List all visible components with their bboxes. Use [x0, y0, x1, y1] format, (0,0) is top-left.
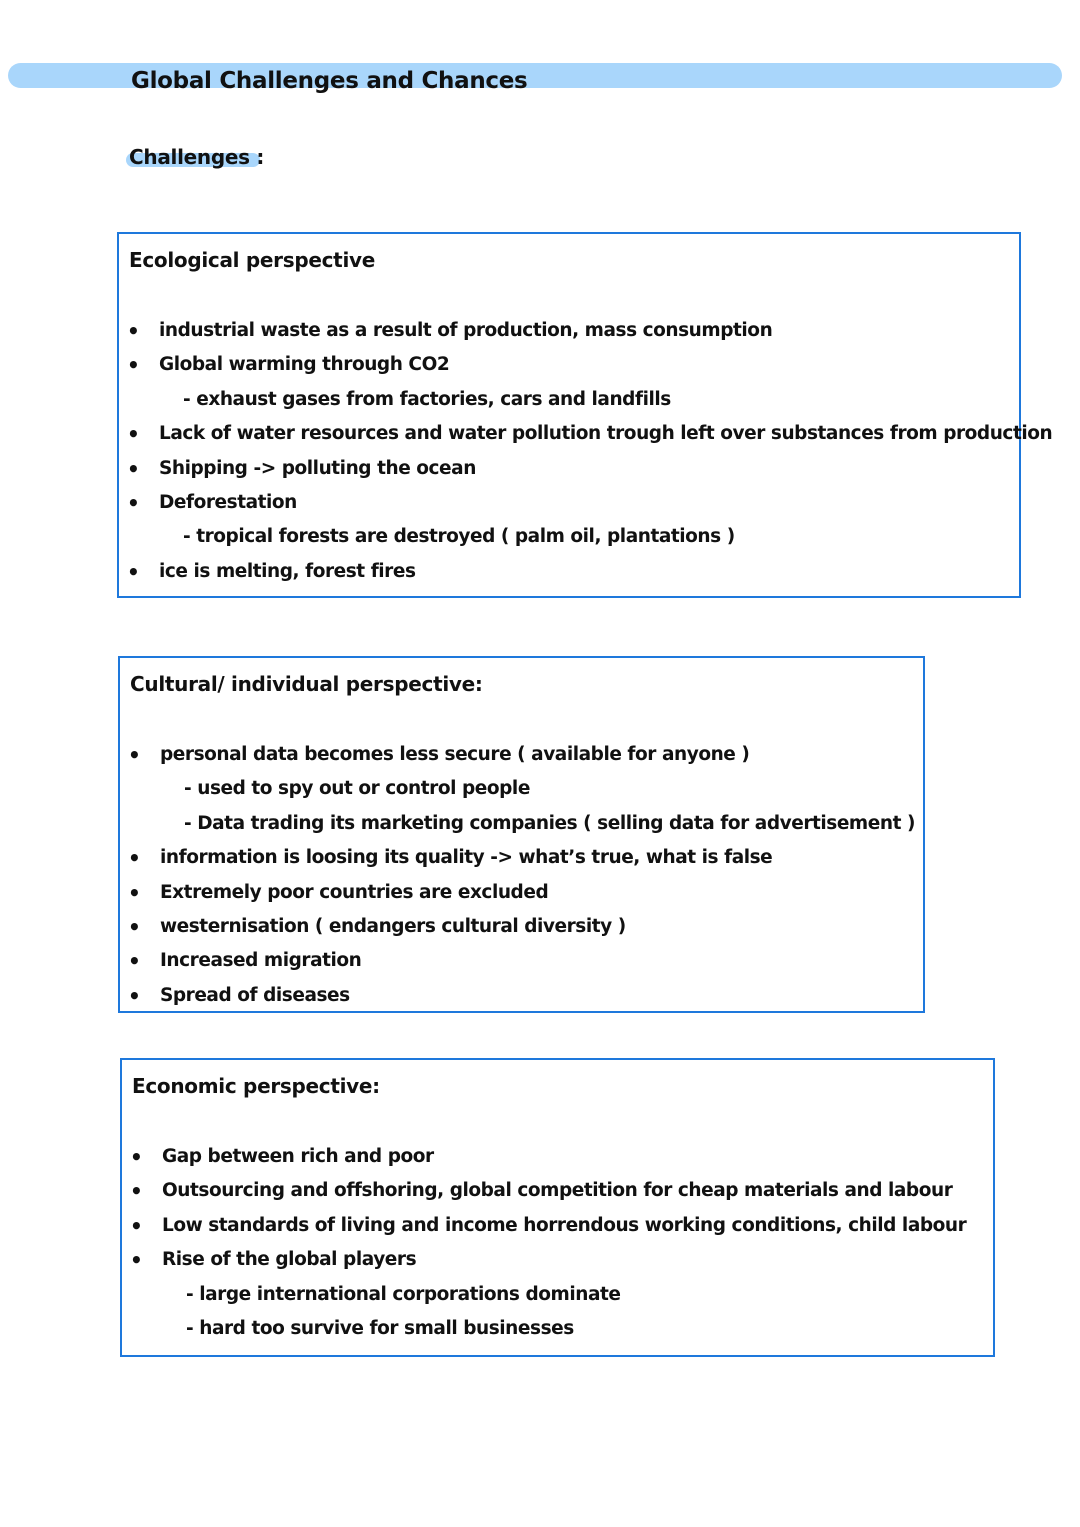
bullet-dot-icon: •: [128, 743, 141, 767]
list-item-text: industrial waste as a result of production, mass consumption: [159, 320, 773, 341]
list-item: [119, 555, 1019, 589]
sub-item-body: hard too survive for small businesses: [199, 1317, 574, 1339]
sub-item-body: tropical forests are destroyed ( palm oil, plantations ): [196, 526, 735, 548]
cultural-individual-perspective-box: [118, 656, 925, 1013]
panel-heading: Economic perspective:: [132, 1074, 380, 1098]
list-item-text: information is loosing its quality -> what’s true, what is false: [160, 847, 773, 869]
bullet-dot-icon: •: [127, 490, 140, 515]
bullet-dot-icon: •: [130, 1248, 143, 1273]
sub-item-body: large international corporations dominate: [199, 1283, 621, 1305]
bullet-dot-icon: •: [127, 559, 140, 584]
list-item: [122, 1209, 993, 1243]
list-item-text: Spread of diseases: [160, 984, 350, 1006]
list-item-text: Global warming through CO2: [159, 354, 450, 376]
list-item: [122, 1243, 993, 1277]
page-title: Global Challenges and Chances: [131, 68, 528, 94]
bullet-dot-icon: •: [127, 319, 140, 343]
sub-item: [120, 807, 923, 841]
list-item: [120, 910, 923, 944]
dash-marker: -: [186, 1283, 194, 1305]
sub-item-text: [186, 1278, 620, 1312]
dash-marker: -: [184, 778, 192, 800]
sub-item-text: [183, 383, 671, 417]
list-item: [119, 417, 1053, 451]
bullet-dot-icon: •: [130, 1213, 143, 1238]
bullet-dot-icon: •: [127, 422, 140, 447]
bullet-dot-icon: •: [128, 914, 141, 939]
section-heading-challenges: Challenges :: [129, 145, 265, 169]
bullet-dot-icon: •: [130, 1179, 143, 1204]
list-item-text: Increased migration: [160, 950, 362, 972]
sub-item-text: [184, 807, 915, 841]
dash-marker: -: [183, 526, 191, 548]
list-item-text: personal data becomes less secure ( available for anyone ): [160, 744, 750, 765]
sub-item-body: exhaust gases from factories, cars and landfills: [196, 388, 671, 410]
sub-item-text: [184, 772, 530, 806]
dash-marker: -: [184, 812, 192, 834]
sub-item: [119, 520, 1019, 554]
bullet-dot-icon: •: [128, 880, 141, 905]
panel-heading: Cultural/ individual perspective:: [130, 672, 483, 696]
list-item: [122, 1174, 993, 1208]
economic-perspective-box: [120, 1058, 995, 1357]
list-item: [119, 452, 1019, 486]
list-item-text: westernisation ( endangers cultural diversity ): [160, 915, 626, 937]
list-item-text: Outsourcing and offshoring, global competition for cheap materials and labour: [162, 1180, 953, 1202]
bullet-dot-icon: •: [130, 1145, 143, 1169]
sub-item-body: Data trading its marketing companies ( selling data for advertisement ): [197, 812, 915, 834]
sub-item-text: [183, 520, 735, 554]
bullet-list: [120, 738, 923, 1013]
list-item-text: Low standards of living and income horrendous working conditions, child labour: [162, 1214, 967, 1236]
list-item-text: Shipping -> polluting the ocean: [159, 457, 476, 479]
list-item: [120, 979, 923, 1013]
sub-item: [120, 772, 923, 806]
dash-marker: -: [186, 1317, 194, 1339]
list-item-text: Lack of water resources and water pollution trough left over substances from production: [159, 423, 1053, 445]
sub-item-text: [186, 1312, 574, 1346]
sub-item-body: used to spy out or control people: [197, 778, 530, 800]
list-item: [120, 841, 923, 875]
bullet-dot-icon: •: [128, 846, 141, 871]
sub-item: [119, 383, 1019, 417]
list-item-text: Deforestation: [159, 491, 297, 513]
list-item: [119, 486, 1019, 520]
list-item-text: Rise of the global players: [162, 1249, 417, 1271]
ecological-perspective-box: [117, 232, 1053, 598]
panel-heading: Ecological perspective: [129, 248, 375, 272]
list-item: [120, 876, 923, 910]
list-item: [119, 314, 1019, 348]
list-item-text: Extremely poor countries are excluded: [160, 881, 549, 903]
list-item: [119, 348, 1019, 382]
bullet-list: [119, 314, 1053, 589]
list-item-text: Gap between rich and poor: [162, 1146, 434, 1167]
list-item: [122, 1140, 993, 1174]
sub-item: [122, 1278, 993, 1312]
bullet-dot-icon: •: [127, 353, 140, 378]
bullet-dot-icon: •: [128, 949, 141, 974]
list-item: [120, 738, 923, 772]
sub-item: [122, 1312, 993, 1346]
dash-marker: -: [183, 388, 191, 410]
bullet-list: [122, 1140, 993, 1346]
bullet-dot-icon: •: [128, 983, 141, 1008]
list-item: [120, 944, 923, 978]
list-item-text: ice is melting, forest fires: [159, 560, 416, 582]
bullet-dot-icon: •: [127, 456, 140, 481]
